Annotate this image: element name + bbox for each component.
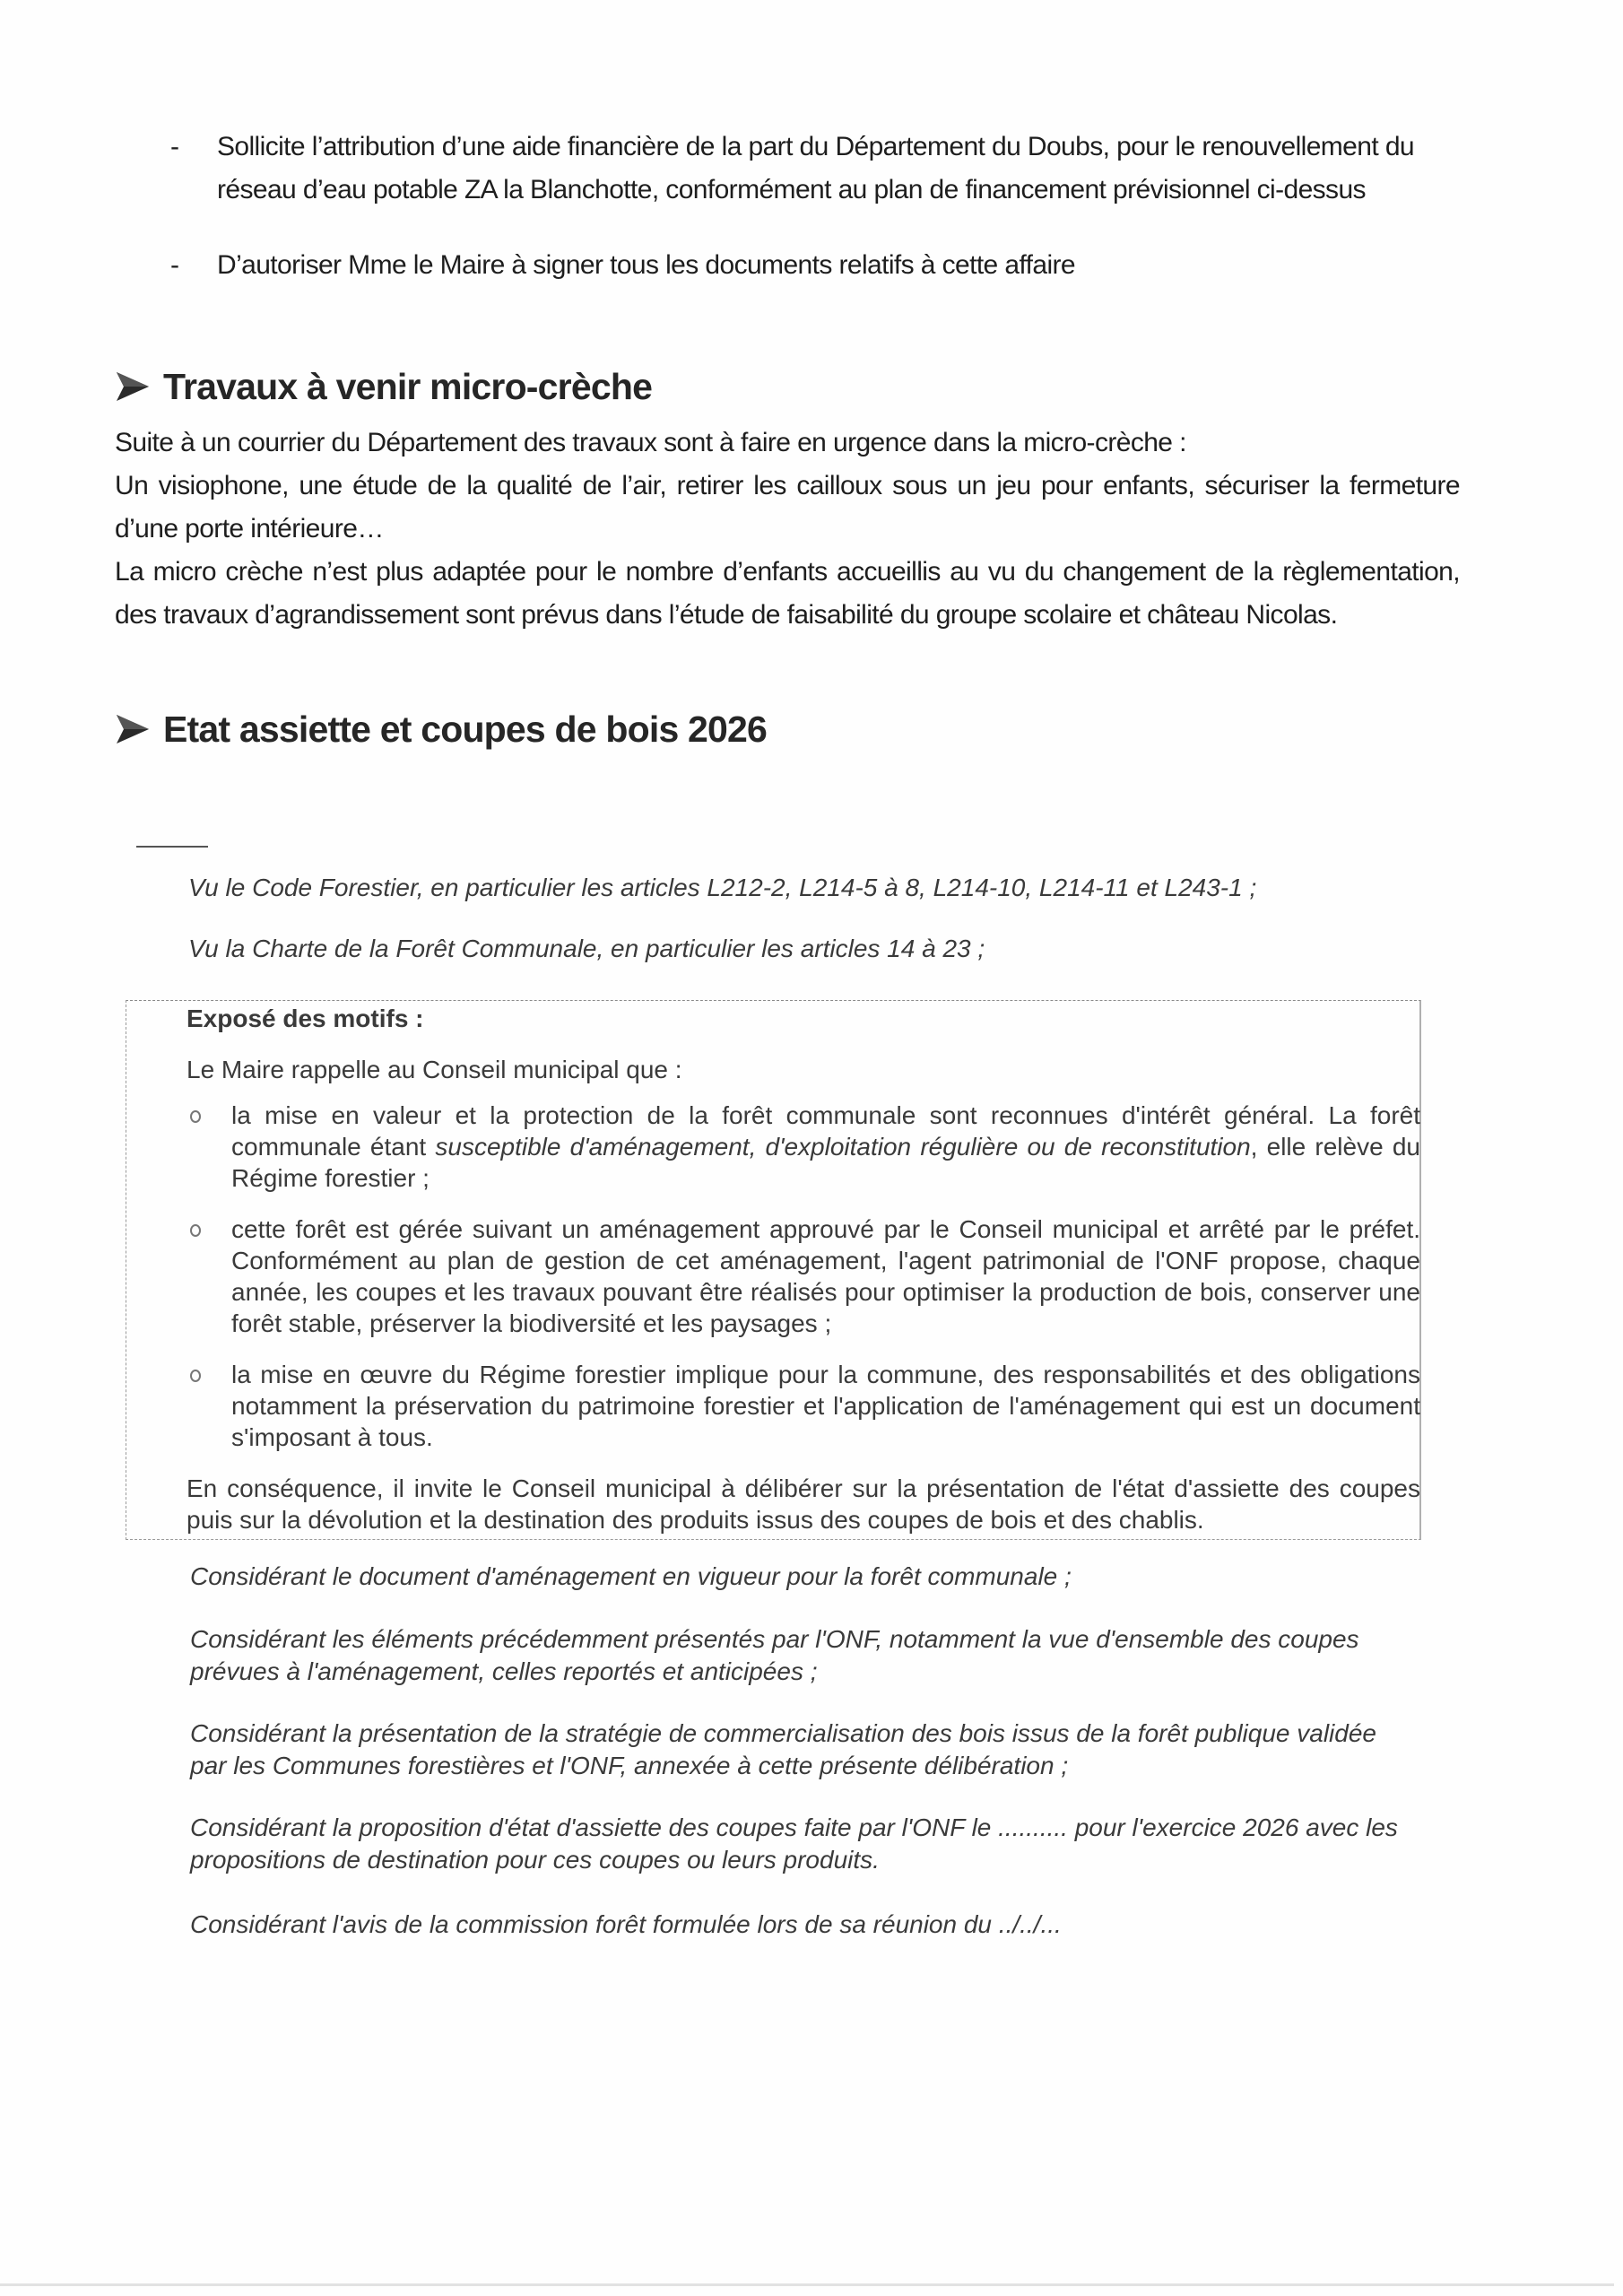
list-item-text: D’autoriser Mme le Maire à signer tous les documents relatifs à cette affaire bbox=[217, 250, 1076, 280]
considerant-clause: Considérant les éléments précédemment présentés par l'ONF, notamment la vue d'ensemble des coupes prévues à l'aménagement, celles reportés et anticipées ; bbox=[190, 1625, 1359, 1685]
vu-clause: Vu la Charte de la Forêt Communale, en particulier les articles 14 à 23 ; bbox=[188, 935, 985, 962]
paragraph: Suite à un courrier du Département des travaux sont à faire en urgence dans la micro-crèche : bbox=[115, 428, 1186, 457]
motifs-title: Exposé des motifs : bbox=[187, 1004, 424, 1032]
section-title: Travaux à venir micro-crèche bbox=[163, 366, 653, 407]
section-heading-micro-creche bbox=[115, 366, 652, 412]
list-item bbox=[170, 126, 1480, 212]
resolution-list bbox=[170, 126, 1480, 319]
considerant-clause: Considérant la proposition d'état d'assiette des coupes faite par l'ONF le .......... pour l'exercice 2026 avec les propositions de destination pour ces coupes ou leurs produits. bbox=[190, 1813, 1398, 1874]
motifs-intro: Le Maire rappelle au Conseil municipal que : bbox=[187, 1056, 682, 1083]
motifs-bullet: cette forêt est gérée suivant un aménagement approuvé par le Conseil municipal et arrêté par le préfet. Conformément au plan de gestion de cet aménagement, l'agent patrimonial de l'ONF propose, chaque année, les coupes et les travaux pouvant être réalisés pour optimiser la production de bois, conserver une forêt stable, préserver la biodiversité et les paysages ; bbox=[187, 1213, 1420, 1339]
considerant-clause: Considérant la présentation de la stratégie de commercialisation des bois issus de la forêt publique validée par les Communes forestières et l'ONF, annexée à cette présente délibération ; bbox=[190, 1719, 1376, 1779]
motifs-conclusion: En conséquence, il invite le Conseil municipal à délibérer sur la présentation de l'état d'assiette des coupes puis sur la dévolution et la destination des produits issus des coupes de bois et des chablis. bbox=[187, 1474, 1420, 1534]
considerant-clause: Considérant l'avis de la commission forêt formulée lors de sa réunion du ../../... bbox=[190, 1910, 1062, 1938]
vu-clause: Vu le Code Forestier, en particulier les articles L212-2, L214-5 à 8, L214-10, L214-11 et L243-1 ; bbox=[188, 874, 1257, 901]
paragraph: La micro crèche n’est plus adaptée pour le nombre d’enfants accueillis au vu du changement de la règlementation, des travaux d’agrandissement sont prévus dans l’étude de faisabilité du groupe scolaire et château Nicolas. bbox=[115, 557, 1460, 630]
section-heading-coupes-bois bbox=[115, 709, 767, 754]
paragraph: Un visiophone, une étude de la qualité de l’air, retirer les cailloux sous un jeu pour enfants, sécuriser la fermeture d’une porte intérieure… bbox=[115, 471, 1460, 544]
micro-creche-body bbox=[115, 422, 1460, 637]
bullet-dot-icon bbox=[190, 1370, 201, 1382]
scan-edge-line bbox=[0, 2283, 1614, 2286]
motifs-section bbox=[187, 1003, 1420, 1535]
dash-marker: - bbox=[170, 132, 179, 161]
dash-marker: - bbox=[170, 250, 179, 280]
bullet-dot-icon bbox=[190, 1224, 201, 1237]
bullet-dot-icon bbox=[190, 1110, 201, 1123]
section-title: Etat assiette et coupes de bois 2026 bbox=[163, 709, 768, 750]
arrow-bullet-icon bbox=[115, 370, 151, 412]
list-item-text: Sollicite l’attribution d’une aide financière de la part du Département du Doubs, pour le renouvellement du réseau d’eau potable ZA la Blanchotte, conformément au plan de financement prévisionnel ci-dessus bbox=[217, 132, 1414, 204]
arrow-bullet-icon bbox=[115, 712, 151, 754]
list-item bbox=[170, 244, 1480, 287]
motifs-bullet: la mise en valeur et la protection de la forêt communale sont reconnues d'intérêt général. La forêt communale étant susceptible d'aménagement, d'exploitation régulière ou de reconstitution, elle relève du Régime forestier ; bbox=[187, 1100, 1420, 1194]
considerant-clause: Considérant le document d'aménagement en vigueur pour la forêt communale ; bbox=[190, 1562, 1072, 1590]
divider bbox=[136, 846, 208, 848]
motifs-bullet: la mise en œuvre du Régime forestier implique pour la commune, des responsabilités et des obligations notamment la préservation du patrimoine forestier et l'application de l'aménagement qui est un document s'imposant à tous. bbox=[187, 1359, 1420, 1453]
